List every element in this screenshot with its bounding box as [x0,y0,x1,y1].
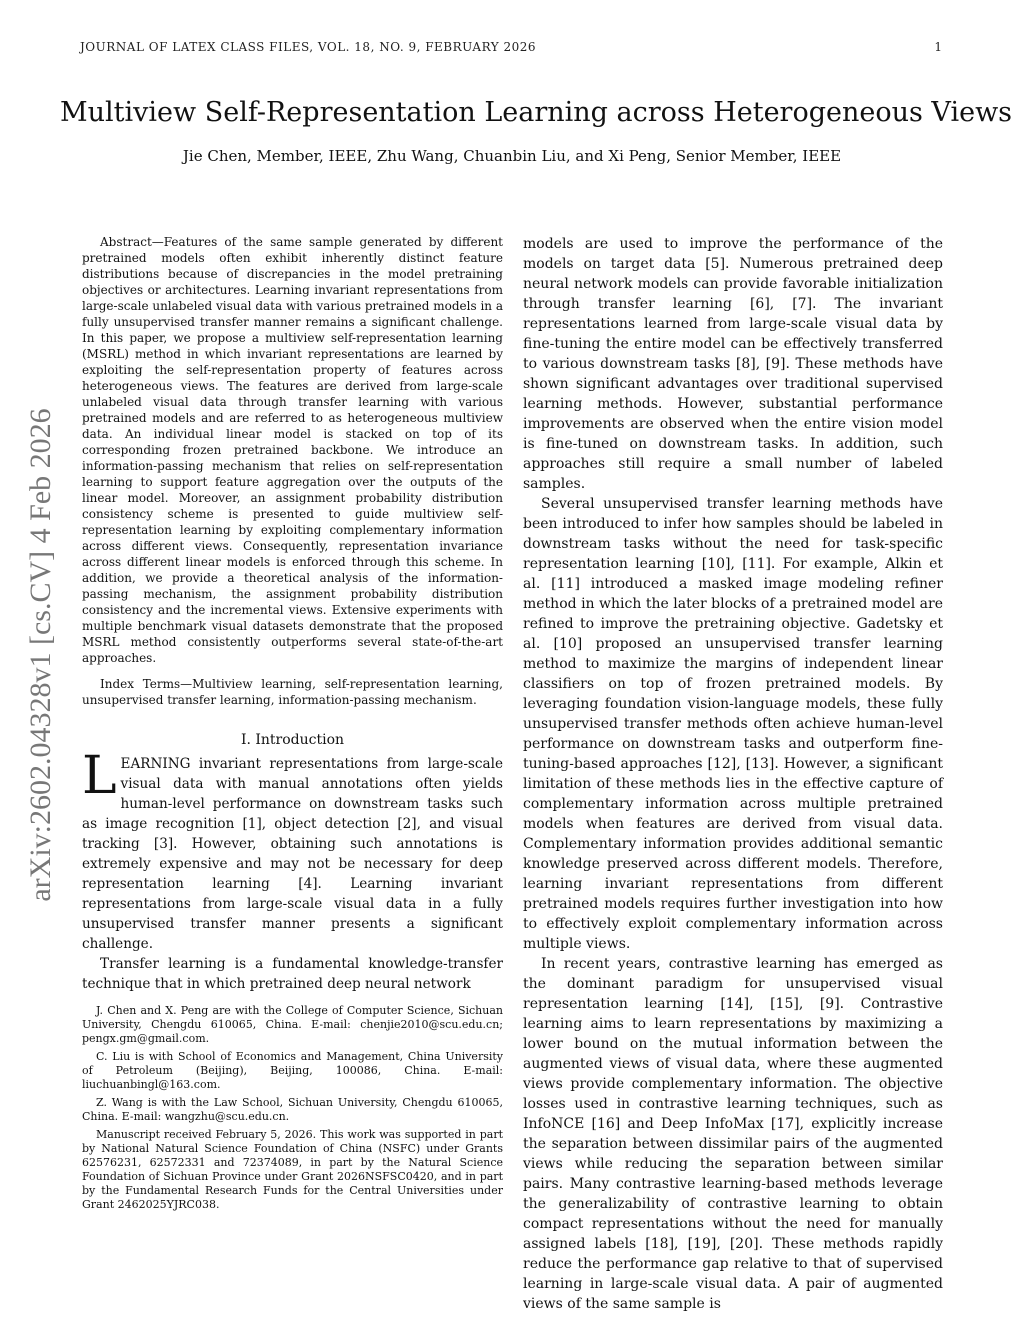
body-paragraph: Transfer learning is a fundamental knowledge-transfer technique that in which pretrained deep neural network [82,956,503,992]
footnote: C. Liu is with School of Economics and Management, China University of Petroleum (Beijing), Beijing, 100086, China. E-mail: liuchuanbingl@163.com. [82,1050,503,1091]
body-paragraph: In recent years, contrastive learning has emerged as the dominant paradigm for unsupervised visual representation learning [14], [15], [9]. Contrastive learning aims to learn representations by maximizing a lower bound on the mutual information between the augmented views of visual data, where these augmented views provide complementary information. The objective losses used in contrastive learning techniques, such as InfoNCE [16] and Deep InfoMax [17], explicitly increase the separation between dissimilar pairs of the augmented views while reducing the separation between similar pairs. Many contrastive learning-based methods leverage the generalizability of contrastive learning to obtain compact representations without the need for manually assigned labels [18], [19], [20]. These methods rapidly reduce the performance gap relative to that of supervised learning in large-scale visual data. A pair of augmented views of the same sample is [523,956,943,1312]
drop-cap: L [82,746,117,806]
footnotes [82,1004,503,1212]
footnote: J. Chen and X. Peng are with the College of Computer Science, Sichuan University, Chengdu 610065, China. E-mail: chenjie2010@scu.edu.cn; pengx.gm@gmail.com. [82,1004,503,1045]
running-header: JOURNAL OF LATEX CLASS FILES, VOL. 18, NO. 9, FEBRUARY 2026 [80,40,537,54]
body-paragraph: Several unsupervised transfer learning methods have been introduced to infer how samples should be labeled in downstream tasks without the need for task-specific representation learning [10], [11]. For example, Alkin et al. [11] introduced a masked image modeling refiner method in which the later blocks of a pretrained model are refined to improve the pretraining objective. Gadetsky et al. [10] proposed an unsupervised transfer learning method to maximize the margins of independent linear classifiers on top of frozen pretrained models. By leveraging foundation vision-language models, these fully unsupervised transfer methods often achieve human-level performance on downstream tasks and outperform fine-tuning-based approaches [12], [13]. However, a significant limitation of these methods lies in the effective capture of complementary information across multiple pretrained models when features are derived from visual data. Complementary information provides additional semantic knowledge preserved across different models. Therefore, learning invariant representations from different pretrained models requires further investigation into how to effectively exploit complementary information across multiple views. [523,496,943,952]
intro-paragraph [82,746,503,954]
body-paragraph: models are used to improve the performance of the models on target data [5]. Numerous pretrained deep neural network models can provide favorable initialization through transfer learning [6], [7]. The invariant representations learned from large-scale visual data by fine-tuning the entire model can be effectively transferred to various downstream tasks [8], [9]. These methods have shown significant advantages over traditional supervised learning methods. However, substantial performance improvements are observed when the entire vision model is fine-tuned on downstream tasks. In addition, such approaches still require a small number of labeled samples. [523,236,943,492]
paper-title: Multiview Self-Representation Learning across Heterogeneous Views [60,97,1013,128]
section-heading: I. Introduction [240,732,345,748]
right-column [523,234,943,1314]
intro-text: EARNING invariant representations from large-scale visual data with manual annotations often yields human-level performance on downstream tasks such as image recognition [1], object detection [2], and visual tracking [3]. However, obtaining such annotations is extremely expensive and may not be necessary for deep representation learning [4]. Learning invariant representations from large-scale visual data in a fully unsupervised transfer manner presents a significant challenge. [82,756,503,952]
index-terms: Index Terms—Multiview learning, self-representation learning, unsupervised transfer learning, information-passing mechanism. [82,677,503,707]
page-number: 1 [934,40,942,54]
footnote: Manuscript received February 5, 2026. This work was supported in part by National Natural Science Foundation of China (NSFC) under Grants 62576231, 62572331 and 72374089, in part by the Natural Science Foundation of Sichuan Province under Grant 2026NSFSC0420, and in part by the Fundamental Research Funds for the Central Universities under Grant 2462025YJRC038. [82,1128,503,1211]
left-column [82,234,503,1216]
arxiv-identifier: arXiv:2602.04328v1 [cs.CV] 4 Feb 2026 [24,408,57,902]
abstract: Abstract—Features of the same sample generated by different pretrained models often exhibit inherently distinct feature distributions because of discrepancies in the model pretraining objectives or architectures. Learning invariant representations from large-scale unlabeled visual data with various pretrained models in a fully unsupervised transfer manner remains a significant challenge. In this paper, we propose a multiview self-representation learning (MSRL) method in which invariant representations are learned by exploiting the self-representation property of features across heterogeneous views. The features are derived from large-scale unlabeled visual data through transfer learning with various pretrained models and are referred to as heterogeneous multiview data. An individual linear model is stacked on top of its corresponding frozen pretrained backbone. We introduce an information-passing mechanism that relies on self-representation learning to support feature aggregation over the outputs of the linear model. Moreover, an assignment probability distribution consistency scheme is presented to guide multiview self-representation learning by exploiting complementary information across different views. Consequently, representation invariance across different linear models is enforced through this scheme. In addition, we provide a theoretical analysis of the information-passing mechanism, the assignment probability distribution consistency and the incremental views. Extensive experiments with multiple benchmark visual datasets demonstrate that the proposed MSRL method consistently outperforms several state-of-the-art approaches. [82,235,503,665]
footnote: Z. Wang is with the Law School, Sichuan University, Chengdu 610065, China. E-mail: wangzhu@scu.edu.cn. [82,1096,503,1123]
author-list: Jie Chen, Member, IEEE, Zhu Wang, Chuanbin Liu, and Xi Peng, Senior Member, IEEE [182,147,842,165]
